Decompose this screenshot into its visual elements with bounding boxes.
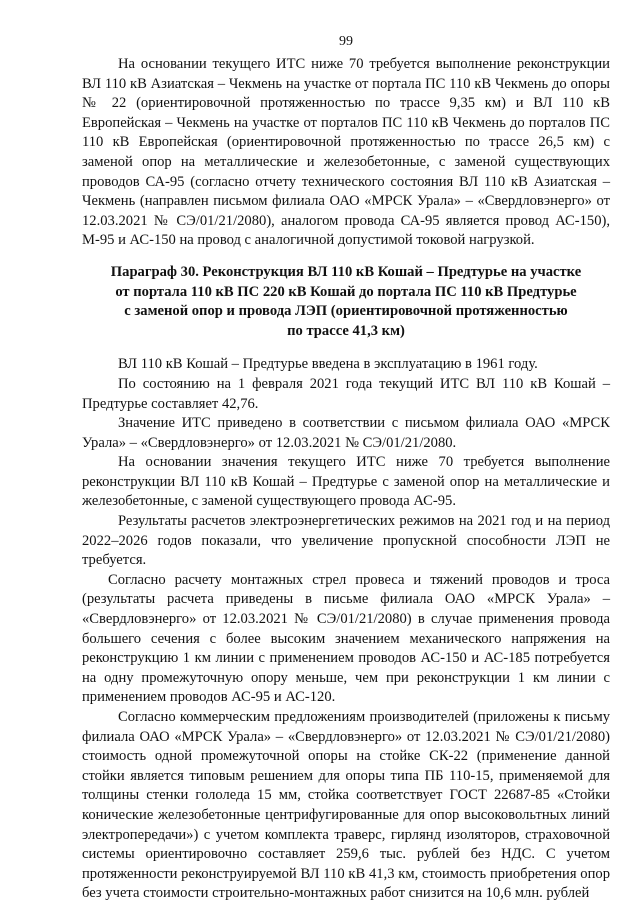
paragraph-reconstruction-requirement: На основании значения текущего ИТС ниже 70 требуется выполнение реконструкции ВЛ 110 кВ Кошай – Предтурье с заменой опор на металлические и железобетонные, с заменой существующего провода АС-95. (82, 454, 610, 510)
paragraph-its-source: Значение ИТС приведено в соответствии с письмом филиала ОАО «МРСК Урала» – «Свердловэнерго» от 12.03.2021 № СЭ/01/21/2080. (82, 415, 610, 451)
paragraph-its-value: По состоянию на 1 февраля 2021 года текущий ИТС ВЛ 110 кВ Кошай – Предтурье составляет 42,76. (82, 375, 610, 412)
page-number: 99 (339, 34, 353, 49)
paragraph-reconstruction-chekmen: На основании текущего ИТС ниже 70 требуется выполнение реконструкции ВЛ 110 кВ Азиатская – Чекмень на участке от портала ПС 110 кВ Чекмень до опоры № 22 (ориентировочной протяженностью по трассе 9,35 км) и ВЛ 110 кВ Европейская – Чекмень на участке от порталов ПС 110 кВ Чекмень до порталов ПС 110 кВ Европейская (ориентировочной протяженностью по трассе 26,5 км) с заменой опор на металлические и железобетонные, с заменой существующих проводов СА-95 (согласно отчету технического состояния ВЛ 110 кВ Азиатская – Чекмень (направлен письмом филиала ОАО «МРСК Урала» – «Свердловэнерго» от 12.03.2021 № СЭ/01/21/2080), аналогом провода СА-95 является провод АС-150), М-95 и АС-150 на провод с аналогичной допустимой токовой нагрузкой. (82, 56, 610, 249)
heading-line-4: по трассе 41,3 км) (287, 322, 405, 339)
document-page (82, 34, 610, 904)
paragraph-sag-calculation: Согласно расчету монтажных стрел провеса и тяжений проводов и троса (результаты расчета приведены в письме филиала ОАО «МРСК Урала» – «Свердловэнерго» от 12.03.2021 № СЭ/01/21/2080) в случае применения провода большего сечения с более высоким значением механического напряжения на реконструкцию 1 км линии с применением проводов АС-150 и АС-185 потребуется на одну промежуточную опору меньше, чем при реконструкции 1 км линии с применением проводов АС-95 и АС-120. (82, 571, 610, 706)
section-heading (82, 263, 610, 341)
heading-line-1: Параграф 30. Реконструкция ВЛ 110 кВ Кошай – Предтурье на участке (110, 263, 582, 280)
heading-line-2: от портала 110 кВ ПС 220 кВ Кошай до портала ПС 110 кВ Предтурье (115, 283, 577, 300)
paragraph-commissioning: ВЛ 110 кВ Кошай – Предтурье введена в эксплуатацию в 1961 году. (118, 356, 538, 373)
paragraph-commercial-offers: Согласно коммерческим предложениям производителей (приложены к письму филиала ОАО «МРСК Урала» – «Свердловэнерго» от 12.03.2021 № СЭ/01/21/2080) стоимость одной промежуточной опоры на стойке СК-22 (применение данной стойки является типовым решением для опоры типа ПБ 110-15, применяемой для толщины стенки гололеда 15 мм, стойка соответствует ГОСТ 22687-85 «Стойки конические железобетонные центрифугированные для опор высоковольтных линий электропередачи») с учетом комплекта траверс, гирлянд изоляторов, страховочной системы ориентировочно составляет 259,6 тыс. рублей без НДС. С учетом протяженности реконструируемой ВЛ 110 кВ 41,3 км, стоимость приобретения опор без учета стоимости строительно-монтажных работ снизится на 10,6 млн. рублей (82, 709, 610, 902)
paragraph-regime-calculations: Результаты расчетов электроэнергетических режимов на 2021 год и на период 2022–2026 годов показали, что увеличение пропускной способности ЛЭП не требуется. (82, 513, 610, 569)
heading-line-3: с заменой опор и провода ЛЭП (ориентировочной протяженностью (124, 303, 568, 320)
